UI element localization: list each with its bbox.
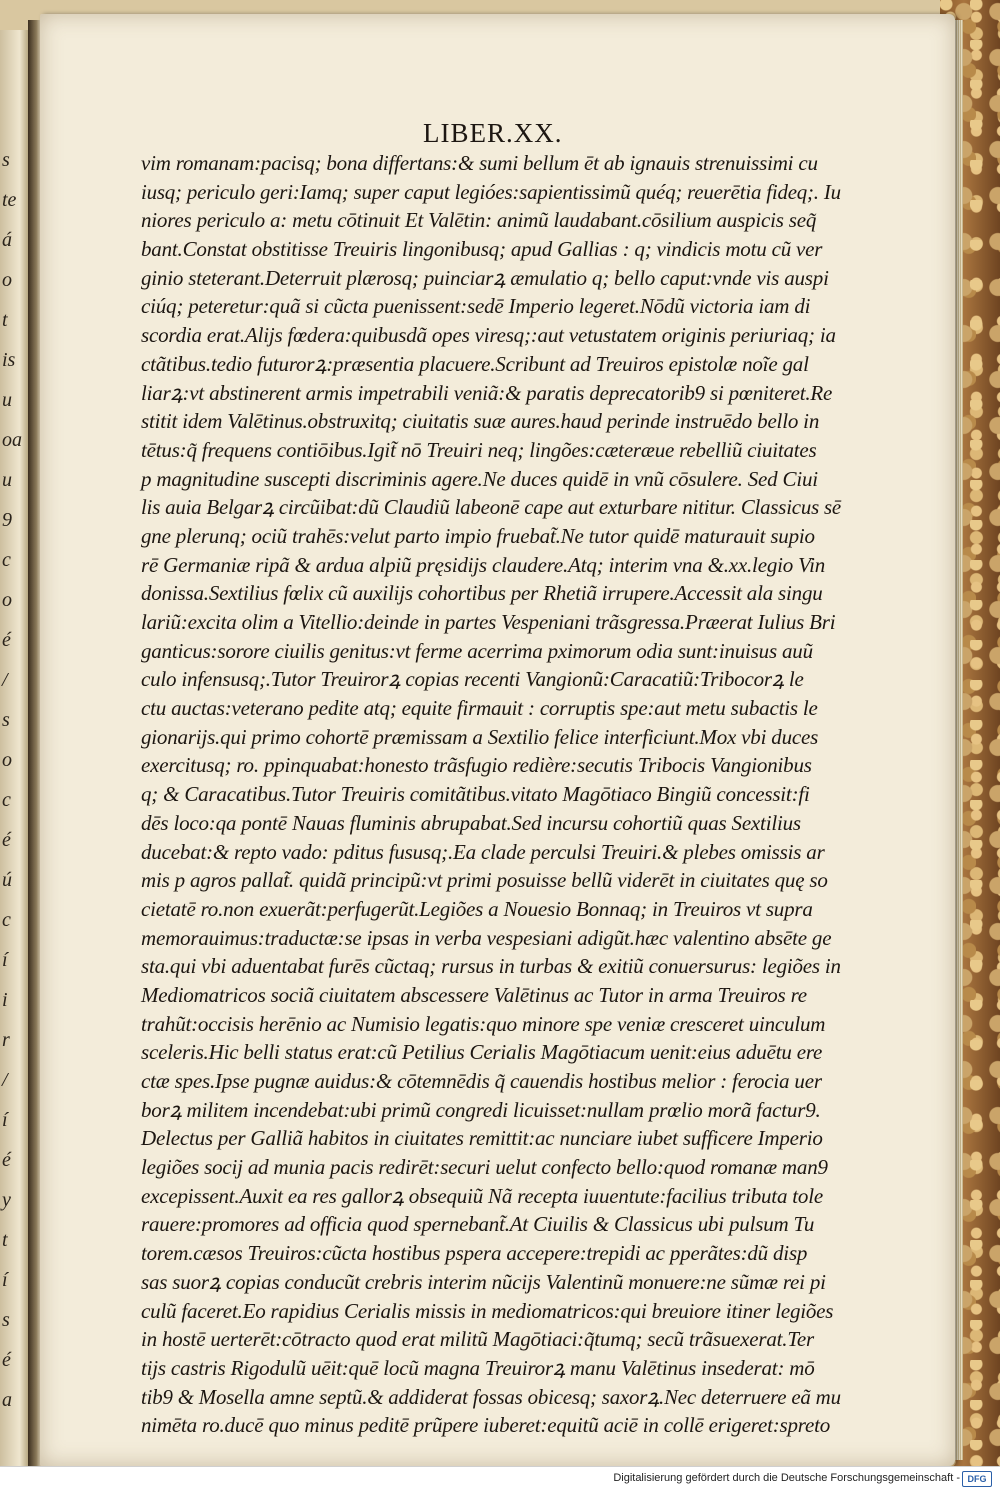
text-line: torem.cæsos Treuiros:cũcta hostibus pspera accepere:trepidi ac pperãtes:dũ disp	[141, 1241, 808, 1266]
text-line: sta.qui vbi aduentabat furēs cũctaq; rursus in turbas & exitiũ conuersurus: legiões in	[141, 954, 841, 979]
left-page-fragment: /	[2, 1069, 8, 1091]
left-page-fragment: s	[2, 1309, 10, 1331]
left-page-fragment: y	[2, 1189, 11, 1211]
left-page-fragment: é	[2, 1149, 11, 1171]
text-line: lariũ:excita olim a Vitellio:deinde in partes Vespeniani trãsgressa.Præerat Iulius Bri	[141, 610, 836, 634]
text-line: legiões socij ad munia pacis redirēt:securi uelut confecto bello:quod romanæ man9	[141, 1155, 828, 1180]
funding-credit: Digitalisierung gefördert durch die Deutsche Forschungsgemeinschaft -	[613, 1472, 960, 1484]
text-line: gionarijs.qui primo cohortē præmissam a Sextilio felice interficiunt.Mox vbi duces	[141, 724, 819, 749]
running-head: LIBER.XX.	[423, 118, 563, 148]
page-edges	[955, 20, 963, 1460]
text-line: ctu auctas:veterano pedite atq; equite firmauit : corruptis spe:aut metu subactis le	[141, 696, 818, 721]
left-page-fragment: t	[2, 309, 8, 331]
left-page-fragment: s	[2, 709, 10, 731]
text-line: culũ faceret.Eo rapidius Cerialis missis in mediomatricos:qui breuiore itiner legiões	[141, 1298, 834, 1323]
text-line: trahũt:occisis herēnio ac Numisio legatis:quo minore spe veniæ cresceret uinculum	[141, 1011, 826, 1036]
left-page-fragment: c	[2, 909, 11, 931]
text-line: vim romanam:pacisq; bona differtans:& sumi bellum ēt ab ignauis strenuissimi cu	[141, 151, 818, 175]
left-page-fragment: o	[2, 589, 12, 611]
left-page-fragment: í	[2, 1269, 8, 1291]
left-page-fragment: é	[2, 629, 11, 651]
text-line: Delectus per Galliã habitos in ciuitates remittit:ac nunciare iubet sufficere Imperio	[141, 1126, 823, 1151]
text-line: rē Germaniæ ripã & ardua alpiũ pręsidijs claudere.Atq; interim vna &.xx.legio Vin	[141, 552, 826, 577]
text-line: tētus:q̃ frequens contiōibus.Igit̃ nō Treuiri neq; lingões:cæteræue rebelliũ ciuitates	[141, 437, 817, 462]
text-block	[141, 149, 841, 1440]
text-line: p magnitudine suscepti discriminis agere.Ne duces quidē in vnũ cōsulere. Sed Ciui	[141, 466, 818, 491]
left-page-fragment: 9	[2, 509, 12, 531]
text-line: sas suorꝝ copias conducũt crebris interim nũcijs Valentinũ monuere:ne sũmæ rei pi	[141, 1269, 826, 1294]
text-line: tijs castris Rigodulũ uēit:quē locũ magna Treuirorꝝ manu Valētinus insederat: mō	[141, 1355, 815, 1380]
text-line: culo infensusq;.Tutor Treuirorꝝ copias recenti Vangionũ:Caracatiũ:Tribocorꝝ le	[141, 667, 804, 692]
left-facing-page	[0, 30, 30, 1466]
text-line: Mediomatricos sociã ciuitatem abscessere Valētinus ac Tutor in arma Treuiros re	[141, 982, 807, 1007]
text-line: gne plerunq; ociũ trahēs:velut parto impio fruebat̃.Ne tutor quidē maturauit supio	[141, 523, 815, 548]
text-line: ginio steterant.Deterruit plærosq; puinciarꝝ æmulatio q; bello caput:vnde vis auspi	[141, 265, 829, 290]
text-line: stitit idem Valētinus.obstruxitq; ciuitatis suæ aures.haud perinde instruēdo bello in	[141, 409, 820, 434]
text-line: liarꝝ:vt abstinerent armis impetrabili veniã:& paratis deprecatorib9 si pœniteret.Re	[141, 380, 833, 405]
text-line: exercitusq; ro. ppinquabat:honesto trãsfugio redière:secutis Tribocis Vangionibus	[141, 753, 812, 778]
text-line: sceleris.Hic belli status erat:cũ Petilius Cerialis Magōtiacum uenit:eius aduētu ere	[141, 1040, 823, 1065]
dfg-logo: DFG	[962, 1471, 992, 1487]
text-line: bant.Constat obstitisse Treuiris lingonibusq; apud Gallias : q; vindicis motu cũ ver	[141, 237, 823, 262]
left-page-fragment: oa	[2, 429, 22, 451]
left-page-fragment: í	[2, 1109, 8, 1131]
left-page-fragment: o	[2, 269, 12, 291]
left-page-fragment: r	[2, 1029, 10, 1051]
left-page-fragment: é	[2, 1349, 11, 1371]
footer-bar	[0, 1466, 1000, 1491]
text-line: nimēta ro.ducē quo minus peditē prũpere iuberet:equitũ aciē in collē erigeret:spreto	[141, 1413, 831, 1438]
left-page-fragment: is	[2, 349, 16, 371]
text-line: in hostē uerterēt:cōtracto quod erat militũ Magōtiaci:q̃tumq; secũ trãsuexerat.Ter	[141, 1327, 815, 1352]
left-page-fragment: s	[2, 149, 10, 171]
left-page-fragment: í	[2, 949, 8, 971]
left-page-fragment: é	[2, 829, 11, 851]
left-page-fragment: c	[2, 549, 11, 571]
text-line: lis auia Belgarꝝ circũibat:dũ Claudiũ labeonē cape aut exturbare nititur. Classicus sē	[141, 495, 841, 520]
left-page-fragment: u	[2, 389, 12, 411]
text-line: ctæ spes.Ipse pugnæ auidus:& cōtemnēdis q̃ cauendis hostibus melior : ferocia uer	[141, 1069, 822, 1093]
text-line: niores periculo a: metu cōtinuit Et Valētin: animũ laudabant.cōsilium auspicis seq̃	[141, 208, 817, 233]
text-line: scordia erat.Alijs fœdera:quibusdã opes viresq;:aut vetustatem originis periuriaq; ia	[141, 323, 836, 348]
text-line: excepissent.Auxit ea res gallorꝝ obsequiũ Nã recepta iuuentute:facilius tributa tole	[141, 1183, 823, 1208]
text-line: borꝝ militem incendebat:ubi primũ congredi licuisset:nullam prœlio morã factur9.	[141, 1097, 821, 1122]
book-page	[40, 14, 955, 1466]
text-line: donissa.Sextilius fœlix cũ auxilijs cohortibus per Rhetiã irrupere.Accessit ala singu	[141, 581, 823, 606]
left-page-fragment: o	[2, 749, 12, 771]
text-line: dēs loco:qa pontē Nauas fluminis abrupabat.Sed incursu cohortiũ quas Sextilius	[141, 810, 801, 835]
left-page-fragment: ú	[2, 869, 12, 891]
text-line: ctãtibus.tedio futurorꝝ:præsentia placuere.Scribunt ad Treuiros epistolæ noĩe gal	[141, 351, 809, 376]
text-line: iusq; periculo geri:Iamq; super caput legióes:sapientissimũ quéq; reuerētia fideq;. Iu	[141, 179, 841, 204]
text-line: q; & Caracatibus.Tutor Treuiris comitãtibus.vitato Magōtiaco Bingiũ concessit:fi	[141, 782, 810, 807]
left-page-fragment: u	[2, 469, 12, 491]
text-line: cietatē ro.non exuerãt:perfugerũt.Legiões a Nouesio Bonnaq; in Treuiros vt supra	[141, 896, 813, 921]
text-line: ciúq; peteretur:quã si cũcta puenissent:sedē Imperio legeret.Nōdũ victoria iam di	[141, 294, 811, 319]
text-line: tib9 & Mosella amne septũ.& addiderat fossas obicesq; saxorꝝ.Nec deterruere eã mu	[141, 1384, 841, 1409]
text-line: memorauimus:traductæ:se ipsas in verba vespesiani adigũt.hæc valentino absēte ge	[141, 925, 832, 950]
left-page-fragment: /	[2, 669, 8, 691]
text-line: rauere:promores ad officia quod spernebant̃.At Ciuilis & Classicus ubi pulsum Tu	[141, 1212, 815, 1237]
left-page-fragment: á	[2, 229, 12, 251]
text-line: ganticus:sorore ciuilis genitus:vt ferme acerrima pximorum odia sunt:inuisus auũ	[141, 638, 813, 663]
text-line: ducebat:& repto vado: pditus fususq;.Ea clade perculsi Treuiri.& plebes omissis ar	[141, 839, 825, 864]
text-line: mis p agros pallat̃. quidã principũ:vt primi posuisse bellũ viderēt in ciuitates quę so	[141, 868, 828, 893]
left-page-fragment: t	[2, 1229, 8, 1251]
left-page-fragment: te	[2, 189, 17, 211]
left-page-fragment: c	[2, 789, 11, 811]
left-page-fragment: i	[2, 989, 8, 1011]
left-page-fragment: a	[2, 1389, 12, 1411]
